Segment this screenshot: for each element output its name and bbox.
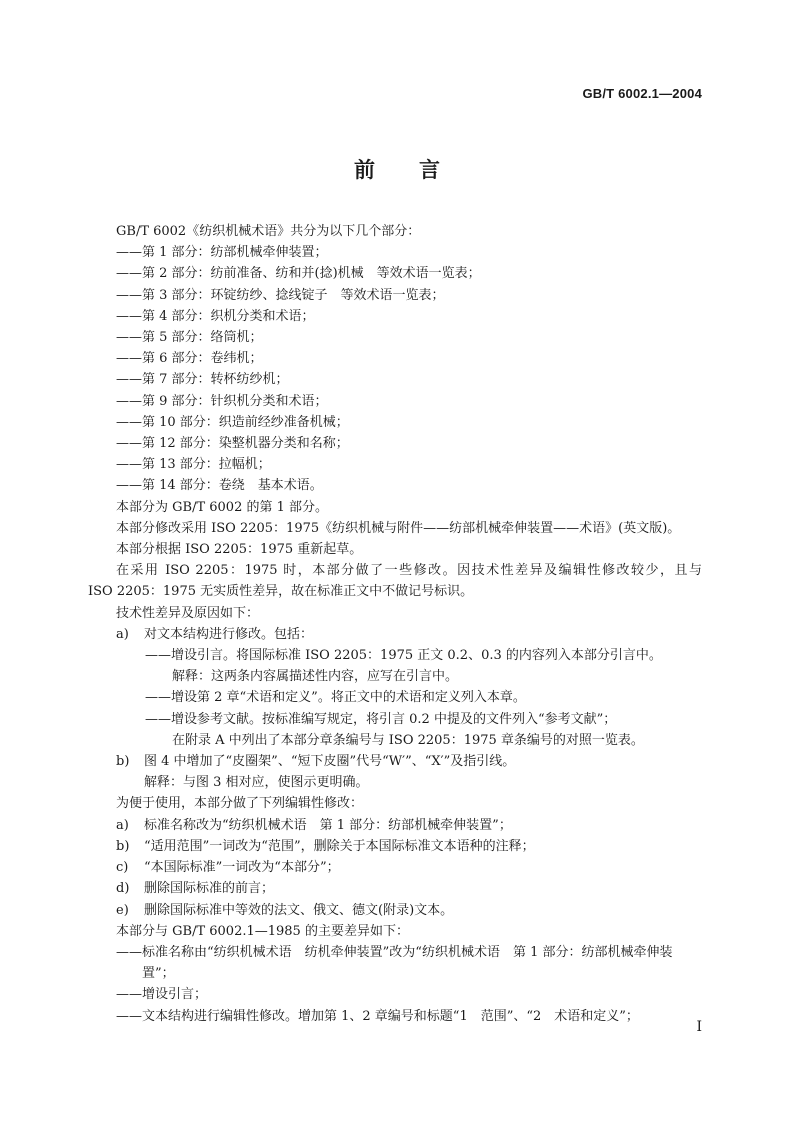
item-label: c) <box>116 860 129 876</box>
list-item <box>88 857 702 878</box>
list-item <box>88 900 702 921</box>
list-item <box>88 942 702 984</box>
explanation: 解释：与图 3 相对应，使图示更明确。 <box>144 775 369 791</box>
list-item: ——第 13 部分：拉幅机； <box>116 457 271 473</box>
list-item: ——第 2 部分：纺前准备、纺和并(捻)机械 等效术语一览表； <box>116 266 481 282</box>
list-item: ——第 10 部分：织造前经纱准备机械； <box>116 414 349 430</box>
item-text: 标准名称由“纺织机械术语 纺机牵伸装置”改为“纺织机械术语 第 1 部分：纺部机械牵伸装置”； <box>142 944 673 982</box>
paragraph: 本部分与 GB/T 6002.1—1985 的主要差异如下： <box>116 923 409 939</box>
item-dash: —— <box>116 944 142 960</box>
item-text: 标准名称改为“纺织机械术语 第 1 部分：纺部机械牵伸装置”； <box>144 817 512 833</box>
list-item <box>88 624 702 645</box>
paragraph: 本部分修改采用 ISO 2205：1975《纺织机械与附件——纺部机械牵伸装置——术语》(英文版)。 <box>116 520 681 536</box>
list-item: ——第 5 部分：络筒机； <box>116 330 263 346</box>
paragraph-continuation: ISO 2205：1975 无实质性差异，故在标准正文中不做记号标识。 <box>88 584 474 600</box>
item-text: 对文本结构进行修改。包括： <box>144 626 314 642</box>
list-item <box>88 878 702 899</box>
item-text: 删除国际标准的前言； <box>144 881 275 897</box>
item-label: a) <box>116 626 129 642</box>
list-item: ——第 14 部分：卷绕 基本术语。 <box>116 478 323 494</box>
item-label: a) <box>116 817 129 833</box>
page-number: I <box>696 1019 702 1035</box>
list-item: ——第 12 部分：染整机器分类和名称； <box>116 436 349 452</box>
list-item <box>88 836 702 857</box>
list-item <box>88 815 702 836</box>
list-item: ——第 6 部分：卷纬机； <box>116 351 263 367</box>
standard-code: GB/T 6002.1—2004 <box>582 86 702 101</box>
list-item: ——文本结构进行编辑性修改。增加第 1、2 章编号和标题“1 范围”、“2 术语和定义”； <box>116 1008 639 1024</box>
foreword-body <box>88 221 702 1027</box>
paragraph: 在采用 ISO 2205：1975 时，本部分做了一些修改。因技术性差异及编辑性修改较少，且与 <box>116 563 702 579</box>
list-item <box>88 751 702 772</box>
paragraph: 为便于使用，本部分做了下列编辑性修改： <box>116 796 364 812</box>
list-item: ——第 1 部分：纺部机械牵伸装置； <box>116 245 328 261</box>
item-label: b) <box>116 754 130 770</box>
paragraph-continuation: 在附录 A 中列出了本部分章条编号与 ISO 2205：1975 章条编号的对照一览表。 <box>172 732 644 748</box>
item-label: e) <box>116 902 129 918</box>
list-item: ——第 3 部分：环锭纺纱、捻线锭子 等效术语一览表； <box>116 287 445 303</box>
list-item: ——增设引言。将国际标准 ISO 2205：1975 正文 0.2、0.3 的内容列入本部分引言中。 <box>145 648 662 664</box>
item-label: b) <box>116 838 130 854</box>
list-item: ——第 7 部分：转杯纺纱机； <box>116 372 289 388</box>
item-text: “本国际标准”一词改为“本部分”； <box>144 860 340 876</box>
item-text: 删除国际标准中等效的法文、俄文、德文(附录)文本。 <box>144 902 454 918</box>
list-item: ——增设引言； <box>116 987 208 1003</box>
paragraph: 本部分为 GB/T 6002 的第 1 部分。 <box>116 499 329 515</box>
item-label: d) <box>116 881 130 897</box>
paragraph: 本部分根据 ISO 2205：1975 重新起草。 <box>116 542 363 558</box>
paragraph: 技术性差异及原因如下： <box>116 605 260 621</box>
list-item: ——第 4 部分：织机分类和术语； <box>116 308 315 324</box>
list-item: ——第 9 部分：针织机分类和术语； <box>116 393 328 409</box>
paragraph: GB/T 6002《纺织机械术语》共分为以下几个部分： <box>116 224 421 239</box>
explanation: 解释：这两条内容属描述性内容，应写在引言中。 <box>172 669 459 685</box>
page-title: 前言 <box>354 158 484 182</box>
list-item: ——增设参考文献。按标准编写规定，将引言 0.2 中提及的文件列入“参考文献”； <box>145 711 617 727</box>
item-text: “适用范围”一词改为“范围”，删除关于本国际标准文本语种的注释； <box>144 838 535 854</box>
list-item: ——增设第 2 章“术语和定义”。将正文中的术语和定义列入本章。 <box>145 690 526 706</box>
item-text: 图 4 中增加了“皮圈架”、“短下皮圈”代号“W′”、“X′”及指引线。 <box>144 754 516 770</box>
